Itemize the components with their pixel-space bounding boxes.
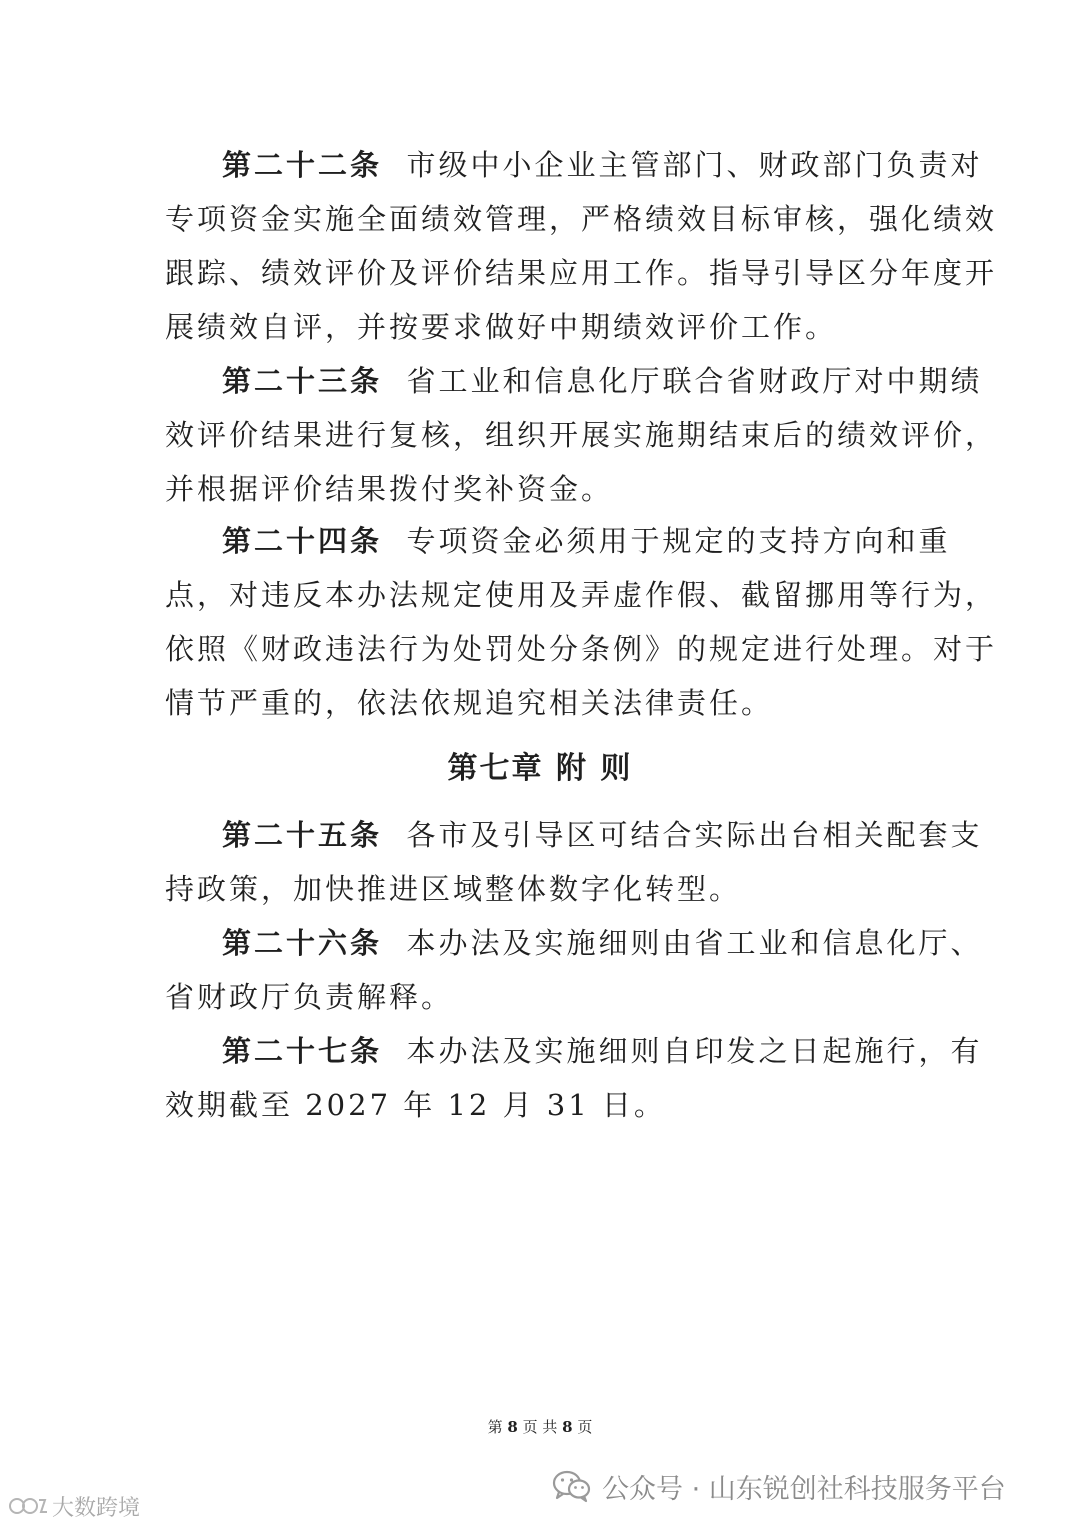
- article-24-first-line: [222, 523, 951, 559]
- article-22-text: 市级中小企业主管部门、财政部门负责对: [406, 148, 983, 182]
- article-26-text: 本办法及实施细则由省工业和信息化厅、: [406, 926, 983, 960]
- article-23-label: 第二十三条: [222, 364, 383, 398]
- article-24-line-4: 情节严重的，依法依规追究相关法律责任。: [165, 686, 774, 720]
- chapter-title: 第七章 附 则: [447, 751, 633, 786]
- article-27-first-line: [222, 1033, 983, 1069]
- wechat-watermark-text: 公众号 · 山东锐创社科技服务平台: [602, 1473, 1006, 1505]
- article-24-line-3: 依照《财政违法行为处罚处分条例》的规定进行处理。对于: [165, 632, 998, 666]
- article-22-line-2: 专项资金实施全面绩效管理，严格绩效目标审核，强化绩效: [165, 202, 998, 236]
- article-25-first-line: [222, 817, 983, 853]
- corner-watermark-text: 大数跨境: [52, 1495, 141, 1521]
- article-22-line-3: 跟踪、绩效评价及评价结果应用工作。指导引导区分年度开: [165, 256, 998, 290]
- corner-watermark-icon: [8, 1494, 48, 1518]
- article-25-text: 各市及引导区可结合实际出台相关配套支: [406, 818, 983, 852]
- article-23-line-2: 效评价结果进行复核，组织开展实施期结束后的绩效评价，: [165, 418, 998, 452]
- page-number-total: 8: [562, 1418, 573, 1436]
- page-number-suffix: 页: [577, 1418, 593, 1436]
- article-26-label: 第二十六条: [222, 926, 383, 960]
- article-23-first-line: [222, 363, 983, 399]
- article-23-line-3: 并根据评价结果拨付奖补资金。: [165, 472, 614, 506]
- wechat-watermark: [552, 1466, 1006, 1506]
- article-25-line-2: 持政策，加快推进区域整体数字化转型。: [165, 872, 742, 906]
- article-26-first-line: [222, 925, 983, 961]
- corner-watermark: [8, 1493, 140, 1519]
- page-number-middle: 页 共: [522, 1418, 558, 1436]
- article-22-line-4: 展绩效自评，并按要求做好中期绩效评价工作。: [165, 310, 838, 344]
- article-22-label: 第二十二条: [222, 148, 383, 182]
- article-24-text: 专项资金必须用于规定的支持方向和重: [406, 524, 951, 558]
- article-27-text: 本办法及实施细则自印发之日起施行，有: [406, 1034, 983, 1068]
- article-26-line-2: 省财政厅负责解释。: [165, 980, 454, 1014]
- article-24-label: 第二十四条: [222, 524, 383, 558]
- article-25-label: 第二十五条: [222, 818, 383, 852]
- article-24-line-2: 点，对违反本办法规定使用及弄虚作假、截留挪用等行为，: [165, 578, 998, 612]
- article-23-text: 省工业和信息化厅联合省财政厅对中期绩: [406, 364, 983, 398]
- page-number: [0, 1417, 1080, 1437]
- wechat-icon: [552, 1469, 592, 1503]
- page-number-current: 8: [507, 1418, 518, 1436]
- article-27-label: 第二十七条: [222, 1034, 383, 1068]
- article-22-first-line: [222, 147, 983, 183]
- page-number-prefix: 第: [487, 1418, 503, 1436]
- article-27-line-2: 效期截至 2027 年 12 月 31 日。: [165, 1088, 666, 1122]
